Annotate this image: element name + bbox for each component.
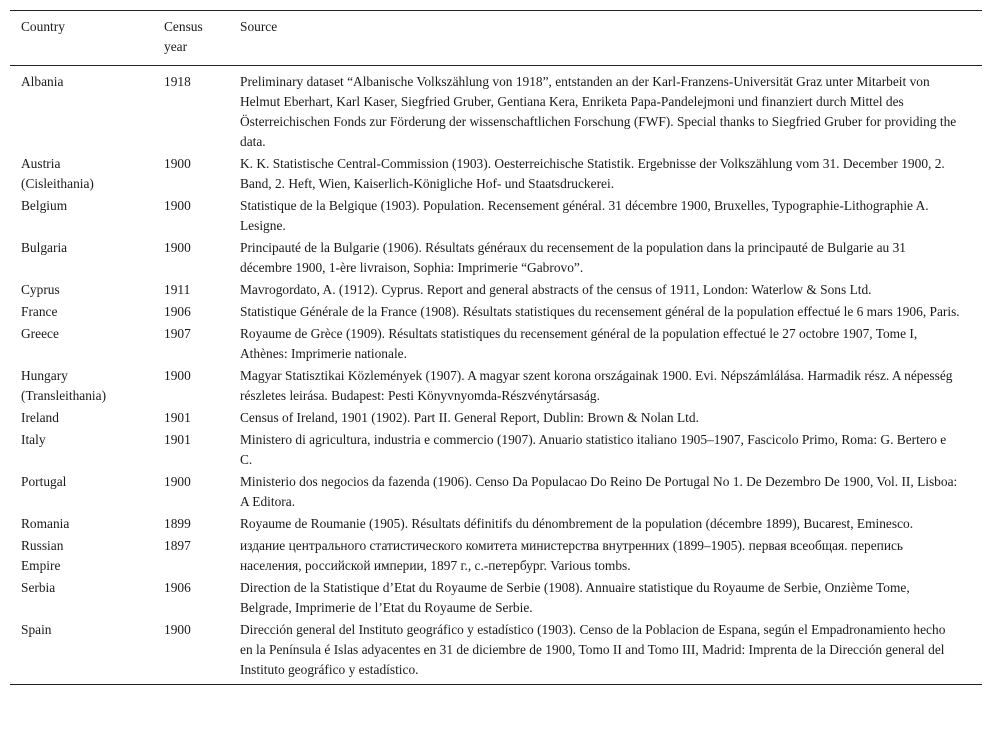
census-year-cell: 1907 <box>164 326 191 341</box>
country-name-line2: Empire <box>21 558 61 573</box>
source-cell: Mavrogordato, A. (1912). Cyprus. Report and general abstracts of the census of 1911, London: Waterlow & Sons Ltd. <box>240 282 872 297</box>
country-cell <box>10 195 164 237</box>
country-name: Bulgaria <box>21 240 68 255</box>
country-name: Greece <box>21 326 59 341</box>
header-census-year-line1: Census <box>164 19 203 34</box>
table-row <box>10 619 982 685</box>
source-cell: Preliminary dataset “Albanische Volkszählung von 1918”, entstanden an der Karl-Franzens-Universität Graz unter Mitarbeit von Helmut Eberhart, Karl Kaser, Siegfried Gruber, Gentiana Kera, Enriketa Papa-Pandelejmoni und finanziert durch Mittel des Österreichischen Fonds zur Förderung der wissenschaftlichen Forschung (FWF). Special thanks to Siegfried Gruber for providing the data. <box>240 74 957 149</box>
table-row <box>10 513 982 535</box>
country-name: Albania <box>21 74 64 89</box>
country-cell <box>10 429 164 471</box>
source-cell: Direction de la Statistique d’Etat du Royaume de Serbie (1908). Annuaire statistique du Royaume de Serbie, Onzième Tome, Belgrade, Imprimerie de l’Etat du Royaume de Serbie. <box>240 580 910 615</box>
source-cell: Magyar Statisztikai Közlemények (1907). A magyar szent korona országainak 1900. Evi. Népszámlálása. Harmadik rész. A népesség részletes leirása. Budapest: Pesti Könyvnyomda-Részvénytársaság. <box>240 368 953 403</box>
table-row <box>10 153 982 195</box>
country-cell <box>10 513 164 535</box>
country-cell <box>10 619 164 685</box>
country-name: Hungary <box>21 368 68 383</box>
country-name-line2: (Transleithania) <box>21 388 107 403</box>
table-row <box>10 407 982 429</box>
country-cell <box>10 279 164 301</box>
country-cell <box>10 577 164 619</box>
country-cell <box>10 535 164 577</box>
table-row <box>10 195 982 237</box>
country-cell <box>10 323 164 365</box>
header-source: Source <box>240 19 278 34</box>
source-cell: Statistique de la Belgique (1903). Population. Recensement général. 31 décembre 1900, Bruxelles, Typographie-Lithographie A. Lesigne. <box>240 198 929 233</box>
census-year-cell: 1906 <box>164 580 191 595</box>
census-year-cell: 1901 <box>164 410 191 425</box>
census-year-cell: 1906 <box>164 304 191 319</box>
source-cell: K. K. Statistische Central-Commission (1903). Oesterreichische Statistik. Ergebnisse der Volkszählung vom 31. December 1900, 2. Band, 2. Heft, Wien, Kaiserlich-Königliche Hof- und Staatsdruckerei. <box>240 156 945 191</box>
source-cell: издание центрального статистического комитета министерства внутренних (1899–1905). первая всеобщая. перепись населения, российской империи, 1897 г., с.-петербург. Various tombs. <box>240 538 904 573</box>
country-cell <box>10 153 164 195</box>
source-cell: Statistique Générale de la France (1908). Résultats statistiques du recensement général de la population effectué le 6 mars 1906, Paris. <box>240 304 960 319</box>
census-year-cell: 1900 <box>164 198 191 213</box>
table-row <box>10 323 982 365</box>
country-name: Spain <box>21 622 52 637</box>
census-year-cell: 1911 <box>164 282 191 297</box>
table-header <box>10 11 982 66</box>
country-name-line2: (Cisleithania) <box>21 176 94 191</box>
country-cell <box>10 237 164 279</box>
country-name: Austria <box>21 156 61 171</box>
country-name: Belgium <box>21 198 68 213</box>
table-body <box>10 66 982 685</box>
table-row <box>10 365 982 407</box>
country-cell <box>10 407 164 429</box>
source-cell: Royaume de Grèce (1909). Résultats statistiques du recensement général de la population effectué le 27 octobre 1907, Tome I, Athènes: Imprimerie nationale. <box>240 326 918 361</box>
census-year-cell: 1899 <box>164 516 191 531</box>
table-row <box>10 471 982 513</box>
country-name: Italy <box>21 432 46 447</box>
census-year-cell: 1901 <box>164 432 191 447</box>
country-name: Cyprus <box>21 282 60 297</box>
header-country: Country <box>21 19 65 34</box>
country-name: Russian <box>21 538 64 553</box>
header-census-year <box>164 11 240 66</box>
header-census-year-line2: year <box>164 39 188 54</box>
census-year-cell: 1897 <box>164 538 191 553</box>
census-year-cell: 1900 <box>164 622 191 637</box>
census-sources-table <box>10 10 982 685</box>
source-cell: Dirección general del Instituto geográfico y estadístico (1903). Censo de la Poblacion de Espana, según el Empadronamiento hecho en la Península é Islas adyacentes en 31 de diciembre de 1900, Tomo II and Tomo III, Madrid: Imprenta de la Dirección general del Instituto geográfico y estadístico. <box>240 622 946 677</box>
country-cell <box>10 66 164 154</box>
country-name: Ireland <box>21 410 59 425</box>
table-row <box>10 237 982 279</box>
table-row <box>10 66 982 154</box>
table-row <box>10 301 982 323</box>
table-row <box>10 279 982 301</box>
census-year-cell: 1900 <box>164 240 191 255</box>
table-row <box>10 577 982 619</box>
census-year-cell: 1900 <box>164 474 191 489</box>
source-cell: Ministerio dos negocios da fazenda (1906). Censo Da Populacao Do Reino De Portugal No 1. De Dezembro De 1900, Vol. II, Lisboa: A Editora. <box>240 474 958 509</box>
country-name: France <box>21 304 58 319</box>
source-cell: Principauté de la Bulgarie (1906). Résultats généraux du recensement de la population dans la principauté de Bulgarie au 31 décembre 1900, 1-ère livraison, Sophia: Imprimerie “Gabrovo”. <box>240 240 906 275</box>
country-cell <box>10 471 164 513</box>
source-cell: Royaume de Roumanie (1905). Résultats définitifs du dénombrement de la population (décembre 1899), Bucarest, Eminesco. <box>240 516 914 531</box>
table-row <box>10 535 982 577</box>
country-name: Romania <box>21 516 70 531</box>
source-cell: Census of Ireland, 1901 (1902). Part II. General Report, Dublin: Brown & Nolan Ltd. <box>240 410 699 425</box>
source-cell: Ministero di agricultura, industria e commercio (1907). Anuario statistico italiano 1905–1907, Fascicolo Primo, Roma: G. Bertero e C. <box>240 432 947 467</box>
census-year-cell: 1900 <box>164 156 191 171</box>
country-cell <box>10 365 164 407</box>
header-row <box>10 11 982 66</box>
country-name: Portugal <box>21 474 67 489</box>
census-year-cell: 1918 <box>164 74 191 89</box>
country-cell <box>10 301 164 323</box>
census-year-cell: 1900 <box>164 368 191 383</box>
table-row <box>10 429 982 471</box>
country-name: Serbia <box>21 580 56 595</box>
census-sources-table-container <box>10 10 982 685</box>
